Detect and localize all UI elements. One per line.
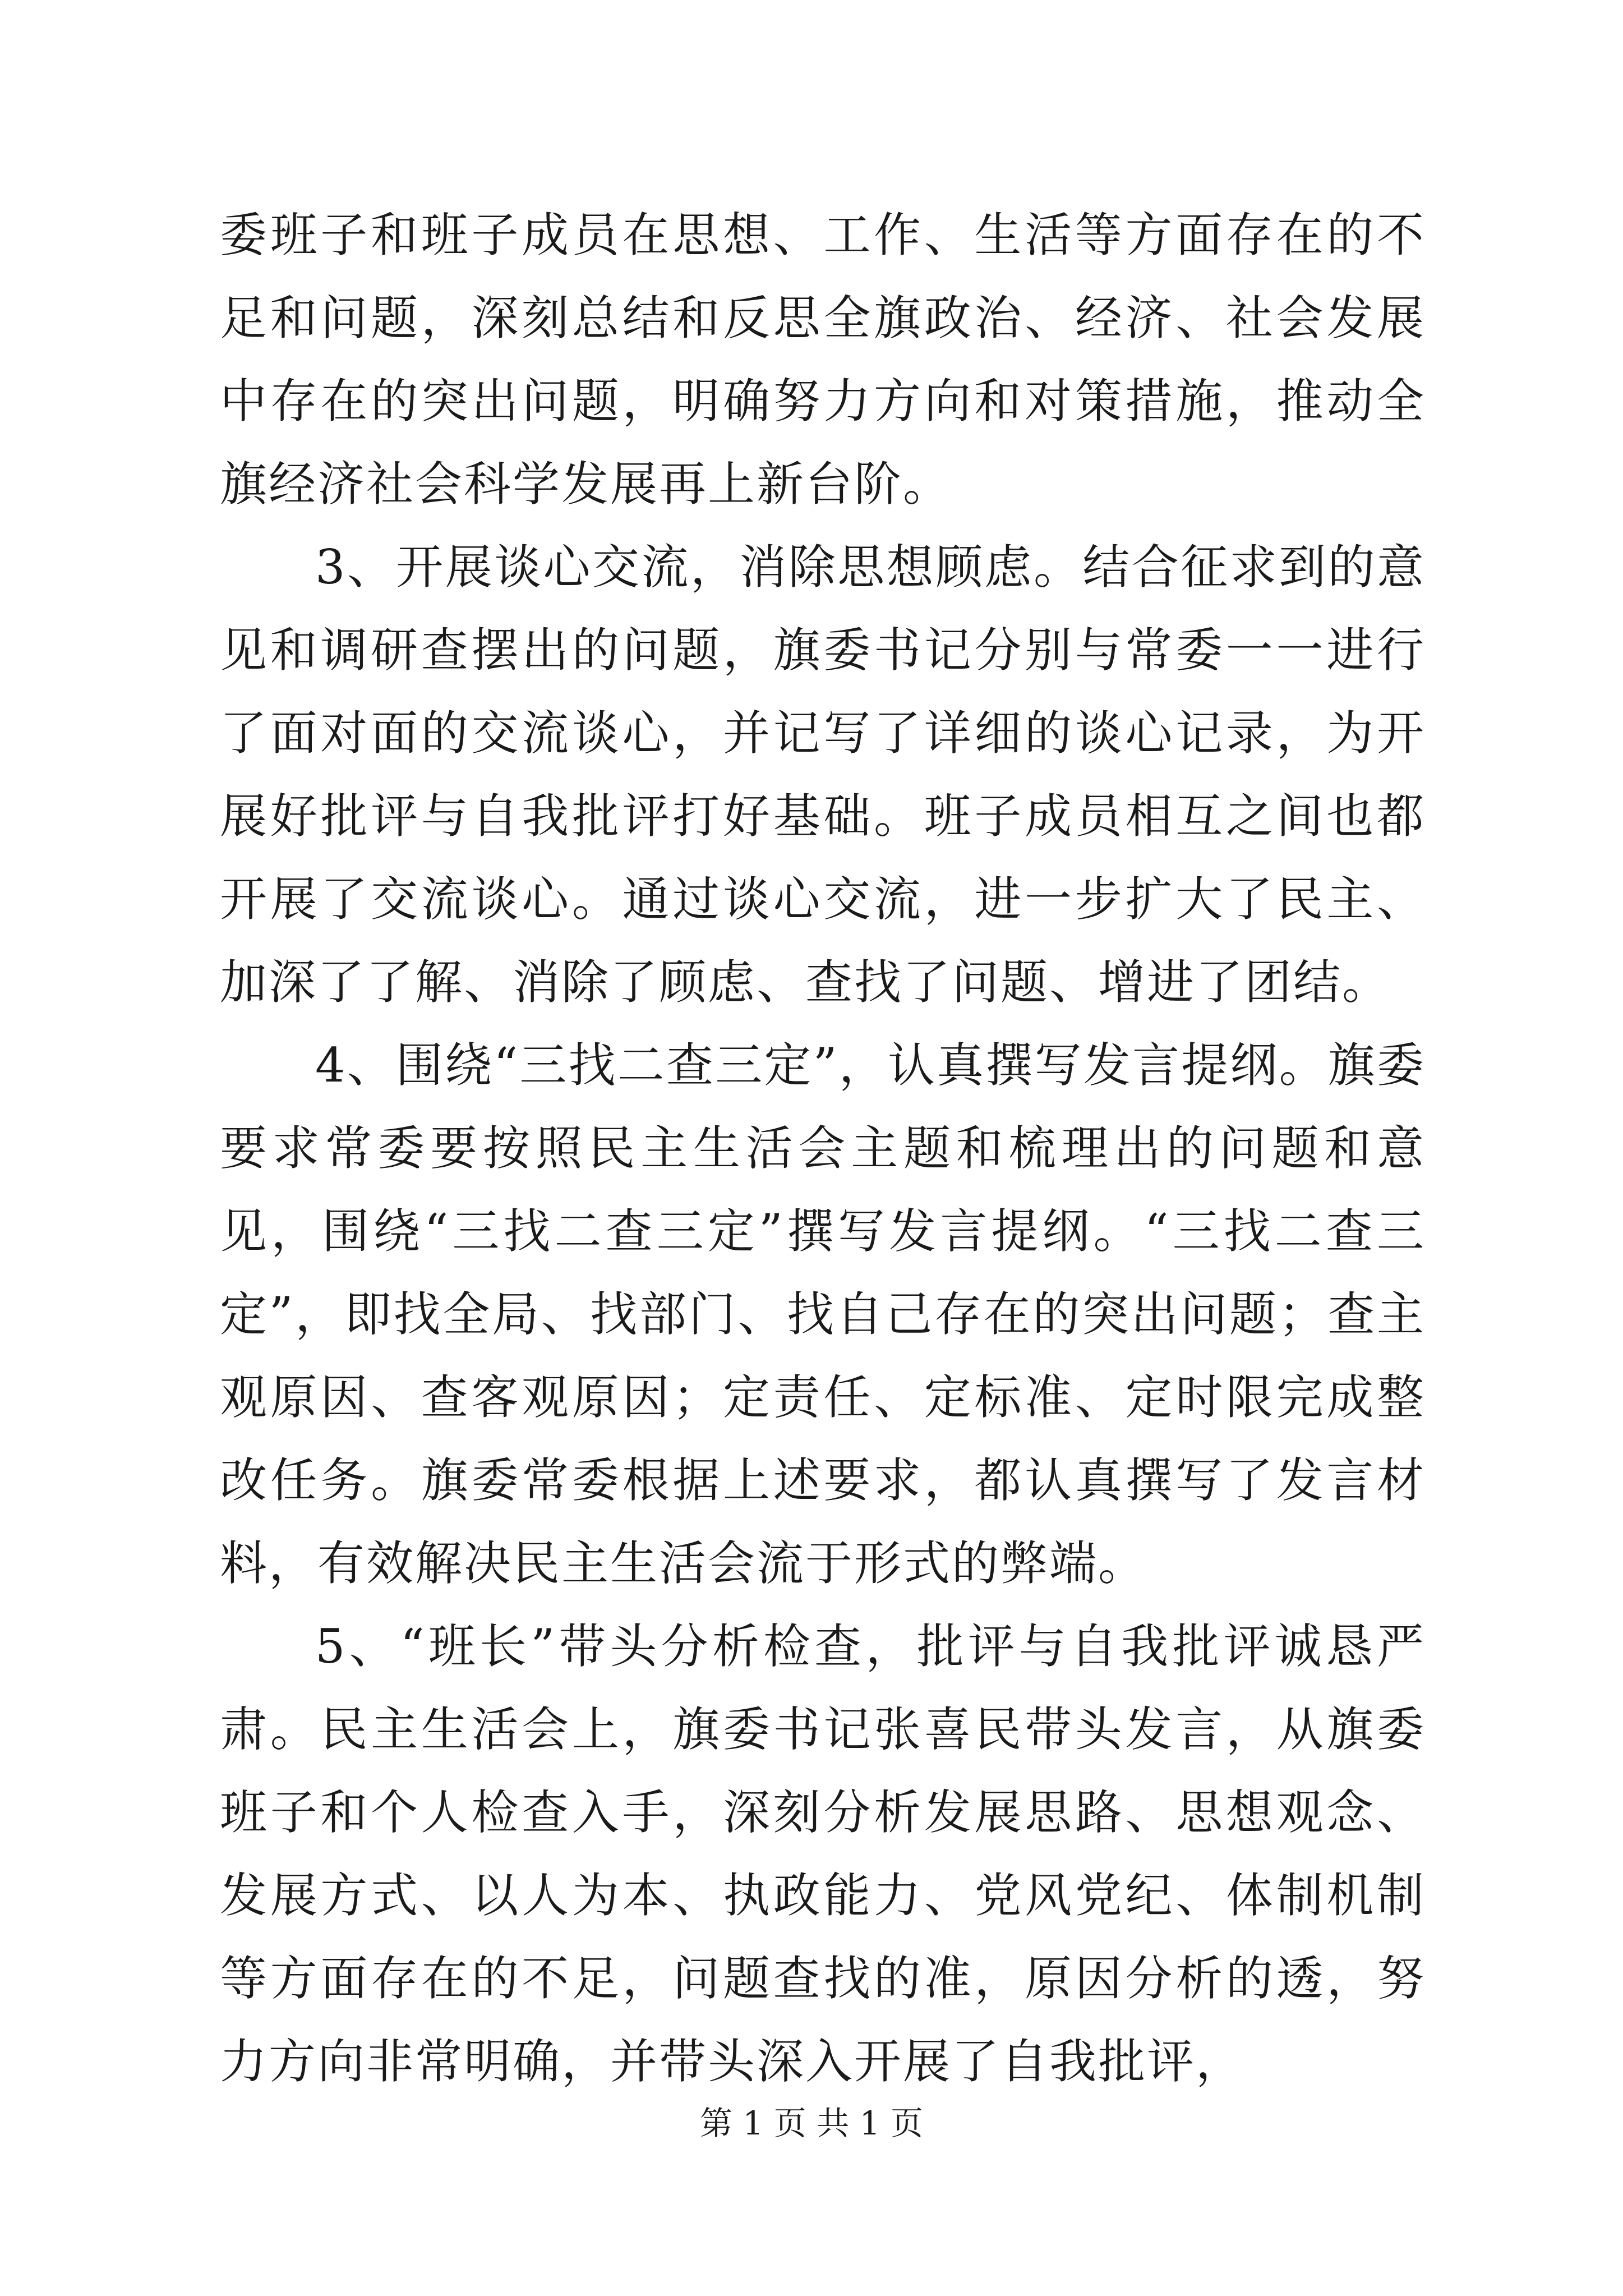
paragraph-4: 5、“班长”带头分析检查，批评与自我批评诚恳严肃。民主生活会上，旗委书记张喜民带头发言，从旗委班子和个人检查入手，深刻分析发展思路、思想观念、发展方式、以人为本、执政能力、党风党纪、体制机制等方面存在的不足，问题查找的准，原因分析的透，努力方向非常明确，并带头深入开展了自我批评，: [220, 1619, 1426, 2089]
paragraph-1: 委班子和班子成员在思想、工作、生活等方面存在的不足和问题，深刻总结和反思全旗政治、经济、社会发展中存在的突出问题，明确努力方向和对策措施，推动全旗经济社会科学发展再上新台阶。: [220, 208, 1426, 512]
paragraph-2: 3、开展谈心交流，消除思想顾虑。结合征求到的意见和调研查摆出的问题，旗委书记分别与常委一一进行了面对面的交流谈心，并记写了详细的谈心记录，为开展好批评与自我批评打好基础。班子成员相互之间也都开展了交流谈心。通过谈心交流，进一步扩大了民主、加深了了解、消除了顾虑、查找了问题、增进了团结。: [220, 540, 1426, 1010]
page-footer: 第 1 页 共 1 页: [700, 2104, 923, 2142]
paragraph-3: 4、围绕“三找二查三定”，认真撰写发言提纲。旗委要求常委要按照民主生活会主题和梳理出的问题和意见，围绕“三找二查三定”撰写发言提纲。“三找二查三定”，即找全局、找部门、找自己存在的突出问题；查主观原因、查客观原因；定责任、定标准、定时限完成整改任务。旗委常委根据上述要求，都认真撰写了发言材料，有效解决民主生活会流于形式的弊端。: [220, 1038, 1426, 1591]
document-body: [220, 194, 1426, 2103]
